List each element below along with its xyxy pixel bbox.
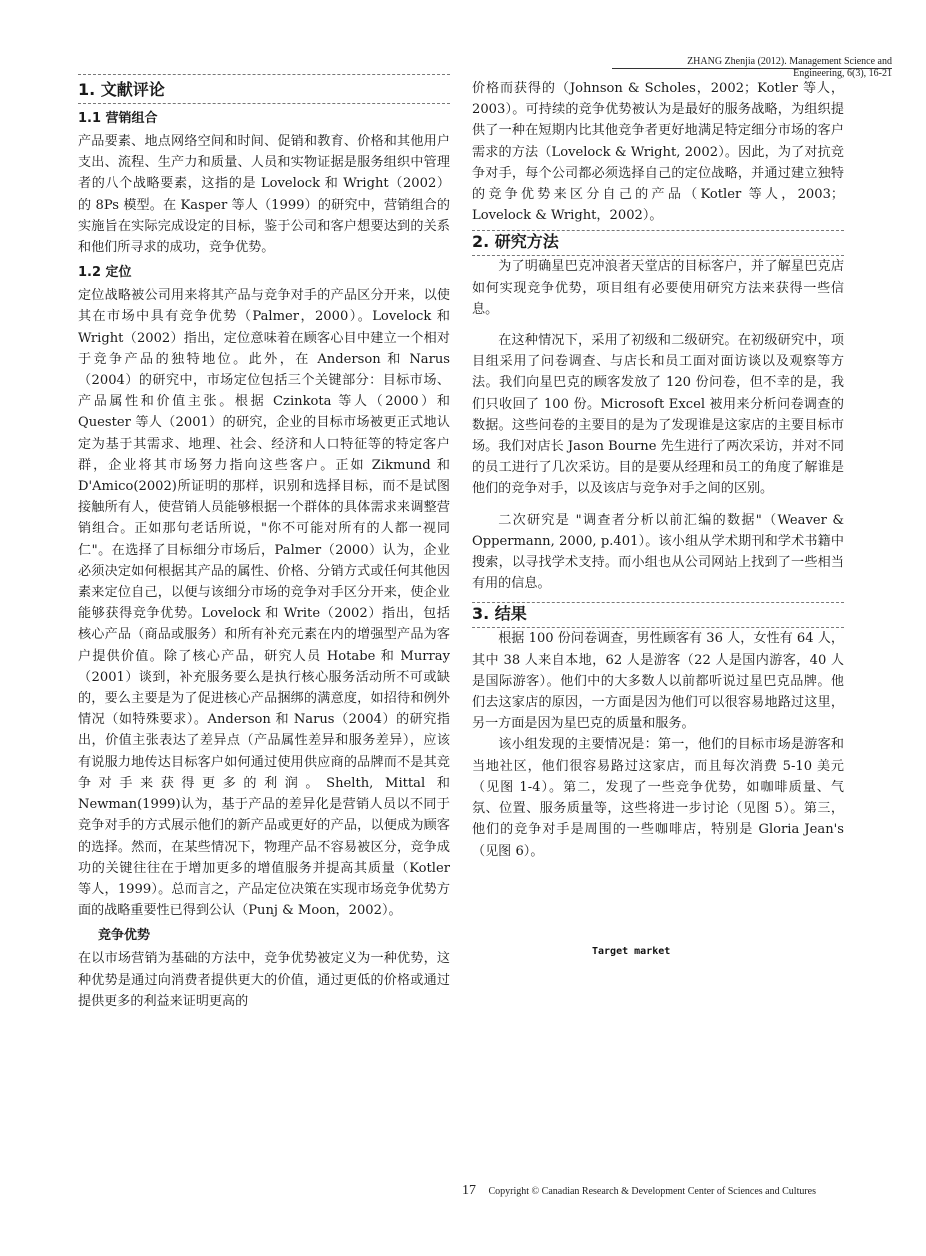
- continued-paragraph: 价格而获得的（Johnson & Scholes，2002；Kotler 等人，2003）。可持续的竞争优势被认为是最好的服务战略，为组织提供了一种在短期内比其他竞争者更好地满足特定细分市场的客户需求的方法（Lovelock & Wright, 2002）。因此，为了对抗竞争对手，每个公司都必须选择自己的定位战略，并通过建立独特的竞争优势来区分自己的产品（Kotler 等人，2003；Lovelock & Wright，2002）。: [472, 81, 844, 224]
- right-column: [472, 78, 844, 862]
- subsection-competitive-advantage-title: 竞争优势: [98, 928, 151, 944]
- section-3-paragraph-2: 该小组发现的主要情况是：第一，他们的目标市场是游客和当地社区，他们很容易路过这家店，而且每次消费 5-10 美元（见图 1-4）。第二，发现了一些竞争优势，如咖啡质量、气氛、位置、服务质量等，这些将进一步讨论（见图 5）。第三，他们的竞争对手是周围的一些咖啡店，特别是 Gloria Jean's（见图 6）。: [472, 737, 844, 859]
- left-column: [78, 74, 450, 1012]
- page-number: 17: [462, 1183, 476, 1198]
- subsection-1-2-title: 1.2 定位: [78, 265, 132, 281]
- running-head-line1: ZHANG Zhenjia (2012). Management Science and: [687, 56, 892, 67]
- subsection-1-2-paragraph: 定位战略被公司用来将其产品与竞争对手的产品区分开来，以使其在市场中具有竞争优势（Palmer，2000）。Lovelock 和 Wright（2002）指出，定位意味着在顾客心目中建立一个相对于竞争产品的独特地位。此外，在 Anderson 和 Narus（2004）的研究中，市场定位包括三个关键部分：目标市场、产品属性和价值主张。根据 Czinkota 等人（2000）和 Quester 等人（2001）的研究，企业的目标市场被更正式地认定为基于其需求、地理、社会、经济和人口特征等的特定客户群，企业将其市场努力指向这些客户。正如 Zikmund 和 D'Amico(2002)所证明的那样，识别和选择目标，而不是试图接触所有人，使营销人员能够根据一个群体的具体需求来调整营销组合。正如那句老话所说，"你不可能对所有的人都一视同仁"。在选择了目标细分市场后，Palmer（2000）认为，企业必须决定如何根据其产品的属性、价格、分销方式或任何其他因素来定位自己，以便与该细分市场的竞争对手区分开来，使企业能够获得竞争优势。Lovelock 和 Write（2002）指出，包括核心产品（商品或服务）和所有补充元素在内的增强型产品为客户提供价值。除了核心产品，研究人员 Hotabe 和 Murray（2001）谈到，补充服务要么是执行核心服务活动所不可或缺的，要么主要是为了促进核心产品捆绑的满意度，如招待和例外情况（如特殊要求）。Anderson 和 Narus（2004）的研究指出，价值主张表达了差异点（产品属性差异和服务差异），应该有说服力地传达目标客户如何通过使用供应商的品牌而不是其竞争对手来获得更多的利润。Shelth, Mittal 和 Newman(1999)认为，基于产品的差异化是营销人员以不同于竞争对手的方式展示他们的新产品或更好的产品，以便成为顾客的选择。然而，在某些情况下，物理产品不容易被区分，竞争成功的关键往往在于增加更多的增值服务并提高其质量（Kotler 等人，1999）。总而言之，产品定位决策在实现市场竞争优势方面的战略重要性已得到公认（Punj & Moon，2002）。: [78, 288, 450, 919]
- figure-label: Target market: [592, 946, 671, 957]
- section-3-title: 3. 结果: [472, 602, 844, 628]
- copyright-text: Copyright © Canadian Research & Development Center of Sciences and Cultures: [488, 1186, 817, 1197]
- section-2-paragraph-3: 二次研究是 "调查者分析以前汇编的数据"（Weaver & Oppermann, 2000, p.401）。该小组从学术期刊和学术书籍中搜索，以寻找学术支持。而小组也从公司网站上找到了一些相当有用的信息。: [472, 512, 844, 592]
- running-head: [592, 56, 892, 80]
- footer: [462, 1183, 816, 1199]
- section-2-paragraph-1: 为了明确星巴克冲浪者天堂店的目标客户，并了解星巴克店如何实现竞争优势，项目组有必要使用研究方法来获得一些信息。: [472, 259, 844, 317]
- running-head-rule: [612, 68, 892, 69]
- top-rule: [78, 74, 450, 75]
- section-3-paragraph-1: 根据 100 份问卷调查，男性顾客有 36 人，女性有 64 人，其中 38 人来自本地，62 人是游客（22 人是国内游客，40 人是国际游客）。他们中的大多数人以前都听说过星巴克品牌。他们去这家店的原因，一方面是因为他们可以很容易地路过这里，另一方面是因为星巴克的质量和服务。: [472, 631, 844, 732]
- subsection-1-1-title: 1.1 营销组合: [78, 111, 158, 126]
- section-1-title: 1. 文献评论: [78, 79, 450, 104]
- competitive-advantage-paragraph: 在以市场营销为基础的方法中，竞争优势被定义为一种优势，这种优势是通过向消费者提供更大的价值，通过更低的价格或通过提供更多的利益来证明更高的: [78, 951, 450, 1009]
- section-2-title: 2. 研究方法: [472, 230, 844, 256]
- subsection-1-1-paragraph: 产品要素、地点网络空间和时间、促销和教育、价格和其他用户支出、流程、生产力和质量、人员和实物证据是服务组织中管理者的八个战略要素，这指的是 Lovelock 和 Wright（2002）的 8Ps 模型。在 Kasper 等人（1999）的研究中，营销组合的实施旨在实际完成设定的目标，鉴于公司和客户想要达到的关系和他们所寻求的成功，竞争优势。: [78, 134, 450, 256]
- running-head-line2: Engineering, 6(3), 16-21: [793, 68, 892, 79]
- section-2-paragraph-2: 在这种情况下，采用了初级和二级研究。在初级研究中，项目组采用了问卷调查、与店长和员工面对面访谈以及观察等方法。我们向星巴克的顾客发放了 120 份问卷，但不幸的是，我们只收回了 100 份。Microsoft Excel 被用来分析问卷调查的数据。这些问卷的主要目的是为了发现谁是这家店的主要目标市场。我们对店长 Jason Bourne 先生进行了两次采访，并对不同的员工进行了几次采访。目的是要从经理和员工的角度了解谁是他们的竞争对手，以及该店与竞争对手之间的区别。: [472, 333, 844, 497]
